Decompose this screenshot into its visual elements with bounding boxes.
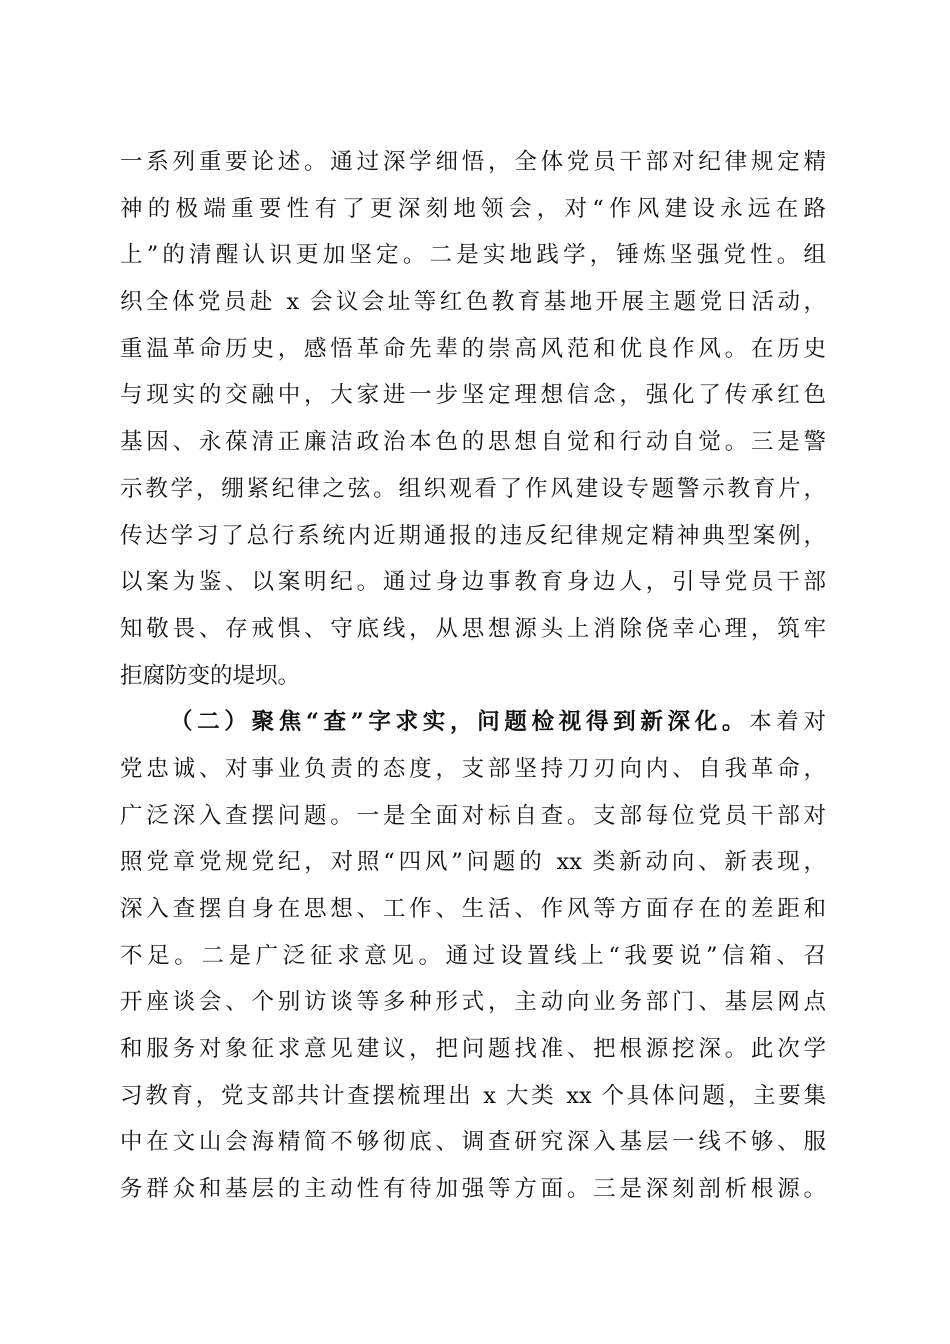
text-line: 一系列重要论述。通过深学细悟，全体党员干部对纪律规定精	[120, 149, 826, 175]
text-line: 知敬畏、存戒惧、守底线，从思想源头上消除侥幸心理，筑牢	[120, 615, 826, 642]
text-line: 拒腐防变的堤坝。	[120, 662, 301, 689]
text-line: 和服务对象征求意见建议，把问题找准、把根源挖深。此次学	[120, 1036, 826, 1063]
heading-continuation: 本着对	[749, 709, 826, 736]
paragraph-2	[120, 702, 826, 1216]
text-line: 与现实的交融中，大家进一步坚定理想信念，强化了传承红色	[120, 382, 826, 409]
text-line: 上”的清醒认识更加坚定。二是实地践学，锤炼坚强党性。组	[120, 242, 826, 269]
text-line: 基因、永葆清正廉洁政治本色的思想自觉和行动自觉。三是警	[120, 429, 826, 456]
text-line: 照党章党规党纪，对照“四风”问题的 xx 类新动向、新表现，	[120, 849, 826, 876]
text-line: 不足。二是广泛征求意见。通过设置线上“我要说”信箱、召	[120, 942, 826, 969]
section-heading-line	[120, 702, 826, 749]
text-line: 示教学，绷紧纪律之弦。组织观看了作风建设专题警示教育片，	[120, 475, 826, 502]
section-heading: （二）聚焦“查”字求实，问题检视得到新深化。	[170, 709, 750, 736]
text-line: 以案为鉴、以案明纪。通过身边事教育身边人，引导党员干部	[120, 569, 826, 596]
text-line: 织全体党员赴 x 会议会址等红色教育基地开展主题党日活动，	[120, 289, 826, 316]
text-line: 务群众和基层的主动性有待加强等方面。三是深刻剖析根源。	[120, 1176, 826, 1203]
text-line: 习教育，党支部共计查摆梳理出 x 大类 xx 个具体问题，主要集	[120, 1082, 826, 1109]
text-line: 党忠诚、对事业负责的态度，支部坚持刀刃向内、自我革命，	[120, 755, 826, 782]
text-line: 广泛深入查摆问题。一是全面对标自查。支部每位党员干部对	[120, 802, 826, 829]
text-line: 中在文山会海精简不够彻底、调查研究深入基层一线不够、服	[120, 1129, 826, 1156]
text-line: 重温革命历史，感悟革命先辈的崇高风范和优良作风。在历史	[120, 335, 826, 362]
text-line: 传达学习了总行系统内近期通报的违反纪律规定精神典型案例，	[120, 522, 826, 549]
text-line: 神的极端重要性有了更深刻地领会，对“作风建设永远在路	[120, 195, 826, 222]
document-body	[120, 142, 826, 1216]
text-line: 开座谈会、个别访谈等多种形式，主动向业务部门、基层网点	[120, 989, 826, 1016]
text-line: 深入查摆自身在思想、工作、生活、作风等方面存在的差距和	[120, 896, 826, 922]
paragraph-1	[120, 142, 826, 702]
